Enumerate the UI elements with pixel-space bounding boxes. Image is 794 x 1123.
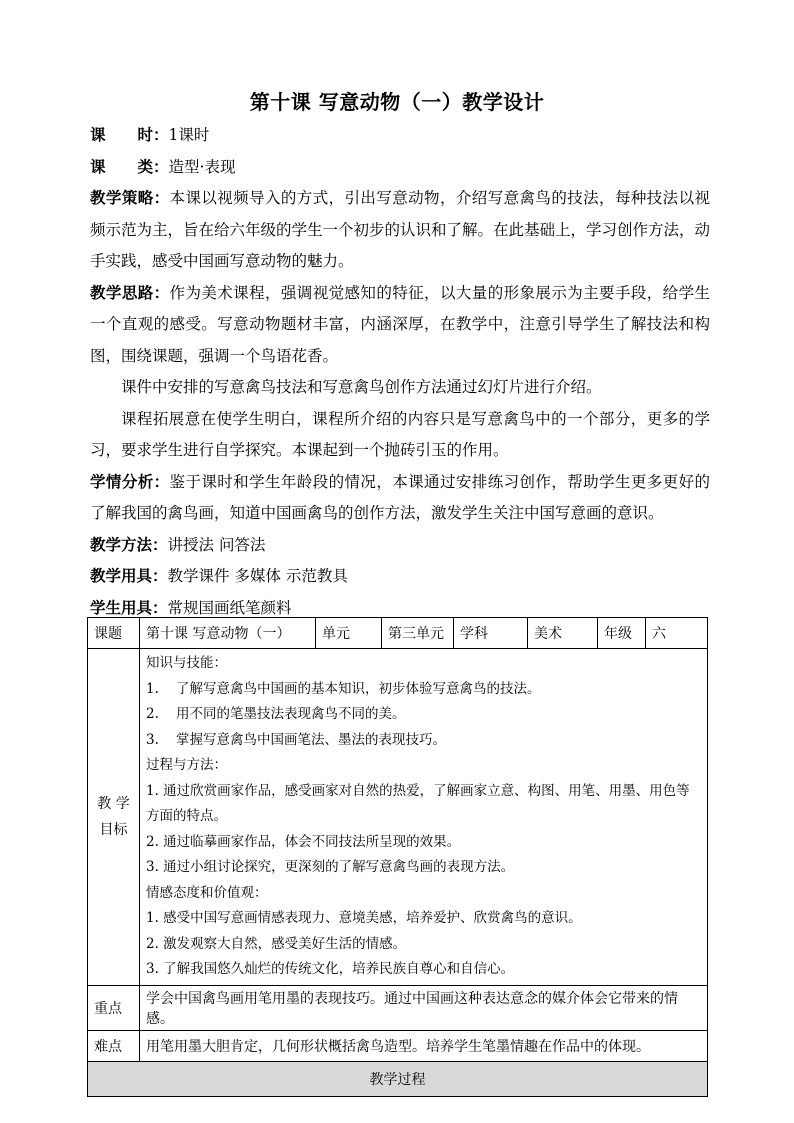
lesson-type-row: [90, 152, 710, 184]
objectives-content-cell: [140, 649, 708, 986]
strategy-paragraph: [90, 183, 710, 278]
knowledge-title: 知识与技能：: [146, 655, 227, 671]
page-title: 第十课 写意动物（一）教学设计: [249, 90, 545, 114]
extension-paragraph: 课程拓展意在使学生明白，课程所介绍的内容只是写意禽鸟中的一个部分，更多的学习，要求学生进行自学探究。本课起到一个抛砖引玉的作用。: [90, 409, 710, 459]
student-tools-text: 常规国画纸笔颜料: [167, 598, 292, 617]
lesson-plan-table: [87, 617, 708, 1097]
table-header-row: [88, 618, 708, 649]
grade-label-cell: 年级: [598, 618, 646, 649]
strategy-label: 教学策略：: [90, 189, 170, 207]
difficulty-label-cell: 难点: [88, 1030, 140, 1061]
document-body: [90, 120, 710, 624]
lesson-hours-value: 1课时: [168, 126, 210, 144]
lesson-hours-label: 课 时：: [90, 126, 169, 144]
analysis-paragraph: [90, 467, 710, 530]
thinking-label: 教学思路：: [90, 283, 170, 302]
method-label: 教学方法：: [90, 535, 168, 554]
tools-label: 教学用具：: [90, 567, 168, 585]
student-tools-label: 学生用具：: [90, 598, 168, 617]
subject-value-cell: 美术: [528, 618, 598, 649]
unit-label-cell: 单元: [316, 618, 382, 649]
method-row: [90, 530, 710, 562]
topic-value-cell: 第十课 写意动物（一）: [140, 618, 316, 649]
tools-text: 教学课件 多媒体 示范教具: [167, 567, 348, 585]
unit-value-cell: 第三单元: [382, 618, 454, 649]
process-method-title: 过程与方法：: [146, 757, 227, 773]
process-method-item: 3. 通过小组讨论探究，更深刻的了解写意禽鸟画的表现方法。: [146, 859, 515, 875]
knowledge-item-text: 掌握写意禽鸟中国画笔法、墨法的表现技巧。: [176, 731, 446, 748]
attitude-item: 3. 了解我国悠久灿烂的传统文化，培养民族自尊心和自信心。: [146, 961, 515, 977]
knowledge-item: [146, 677, 701, 703]
teaching-process-row: [88, 1061, 708, 1096]
attitude-item: 2. 激发观察大自然，感受美好生活的情感。: [146, 935, 407, 952]
subject-label-cell: 学科: [454, 618, 528, 649]
analysis-text: 鉴于课时和学生年龄段的情况，本课通过安排练习创作，帮助学生更多更好的了解我国的禽鸟画，知道中国画禽鸟的创作方法，激发学生关注中国写意画的意识。: [90, 472, 710, 522]
attitude-title: 情感态度和价值观：: [146, 884, 268, 901]
analysis-label: 学情分析：: [90, 472, 170, 491]
courseware-paragraph: 课件中安排的写意禽鸟技法和写意禽鸟创作方法通过幻灯片进行介绍。: [121, 378, 602, 396]
knowledge-item-text: 了解写意禽鸟中国画的基本知识，初步体验写意禽鸟的技法。: [176, 680, 541, 697]
difficulty-text-cell: 用笔用墨大胆肯定，几何形状概括禽鸟造型。培养学生笔墨情趣在作品中的体现。: [140, 1030, 708, 1061]
strategy-text: 本课以视频导入的方式，引出写意动物，介绍写意禽鸟的技法，每种技法以视频示范为主，旨在给六年级的学生一个初步的认识和了解。在此基础上，学习创作方法，动手实践，感受中国画写意动物的魅力。: [90, 189, 711, 270]
thinking-text: 作为美术课程，强调视觉感知的特征，以大量的形象展示为主要手段，给学生一个直观的感受。写意动物题材丰富，内涵深厚，在教学中，注意引导学生了解技法和构图，围绕课题，强调一个鸟语花香。: [90, 283, 710, 365]
difficulty-row: [88, 1030, 708, 1061]
key-point-label-cell: 重点: [88, 985, 140, 1030]
knowledge-item-number: 1.: [146, 680, 159, 697]
knowledge-item: [146, 702, 701, 728]
lesson-hours-row: [90, 120, 710, 152]
attitude-item: 1. 感受中国写意画情感表现力、意境美感，培养爱护、欣赏禽鸟的意识。: [146, 910, 582, 926]
teaching-process-header: 教学过程: [88, 1061, 708, 1096]
grade-value-cell: 六: [646, 618, 708, 649]
thinking-paragraph: [90, 278, 710, 373]
knowledge-item: [146, 728, 701, 754]
knowledge-item-number: 3.: [146, 731, 159, 748]
key-point-row: [88, 985, 708, 1030]
process-method-item: 1. 通过欣赏画家作品，感受画家对自然的热爱，了解画家立意、构图、用笔、用墨、用色等方面的特点。: [146, 782, 690, 824]
objectives-label-cell: [88, 649, 140, 986]
method-text: 讲授法 问答法: [167, 535, 266, 554]
key-point-text-cell: 学会中国禽鸟画用笔用墨的表现技巧。通过中国画这种表达意念的媒介体会它带来的情感。: [140, 985, 708, 1030]
knowledge-item-number: 2.: [146, 706, 159, 722]
process-method-item: 2. 通过临摹画家作品，体会不同技法所呈现的效果。: [146, 833, 461, 850]
lesson-type-label: 课 类：: [90, 157, 169, 176]
objectives-label-line1: 教 学: [97, 795, 130, 812]
lesson-type-value: 造型·表现: [168, 157, 236, 176]
knowledge-item-text: 用不同的笔墨技法表现禽鸟不同的美。: [176, 706, 406, 722]
topic-label-cell: 课题: [88, 618, 140, 649]
tools-row: [90, 561, 710, 593]
objectives-row: [88, 649, 708, 986]
objectives-label-line2: 目标: [99, 821, 128, 838]
